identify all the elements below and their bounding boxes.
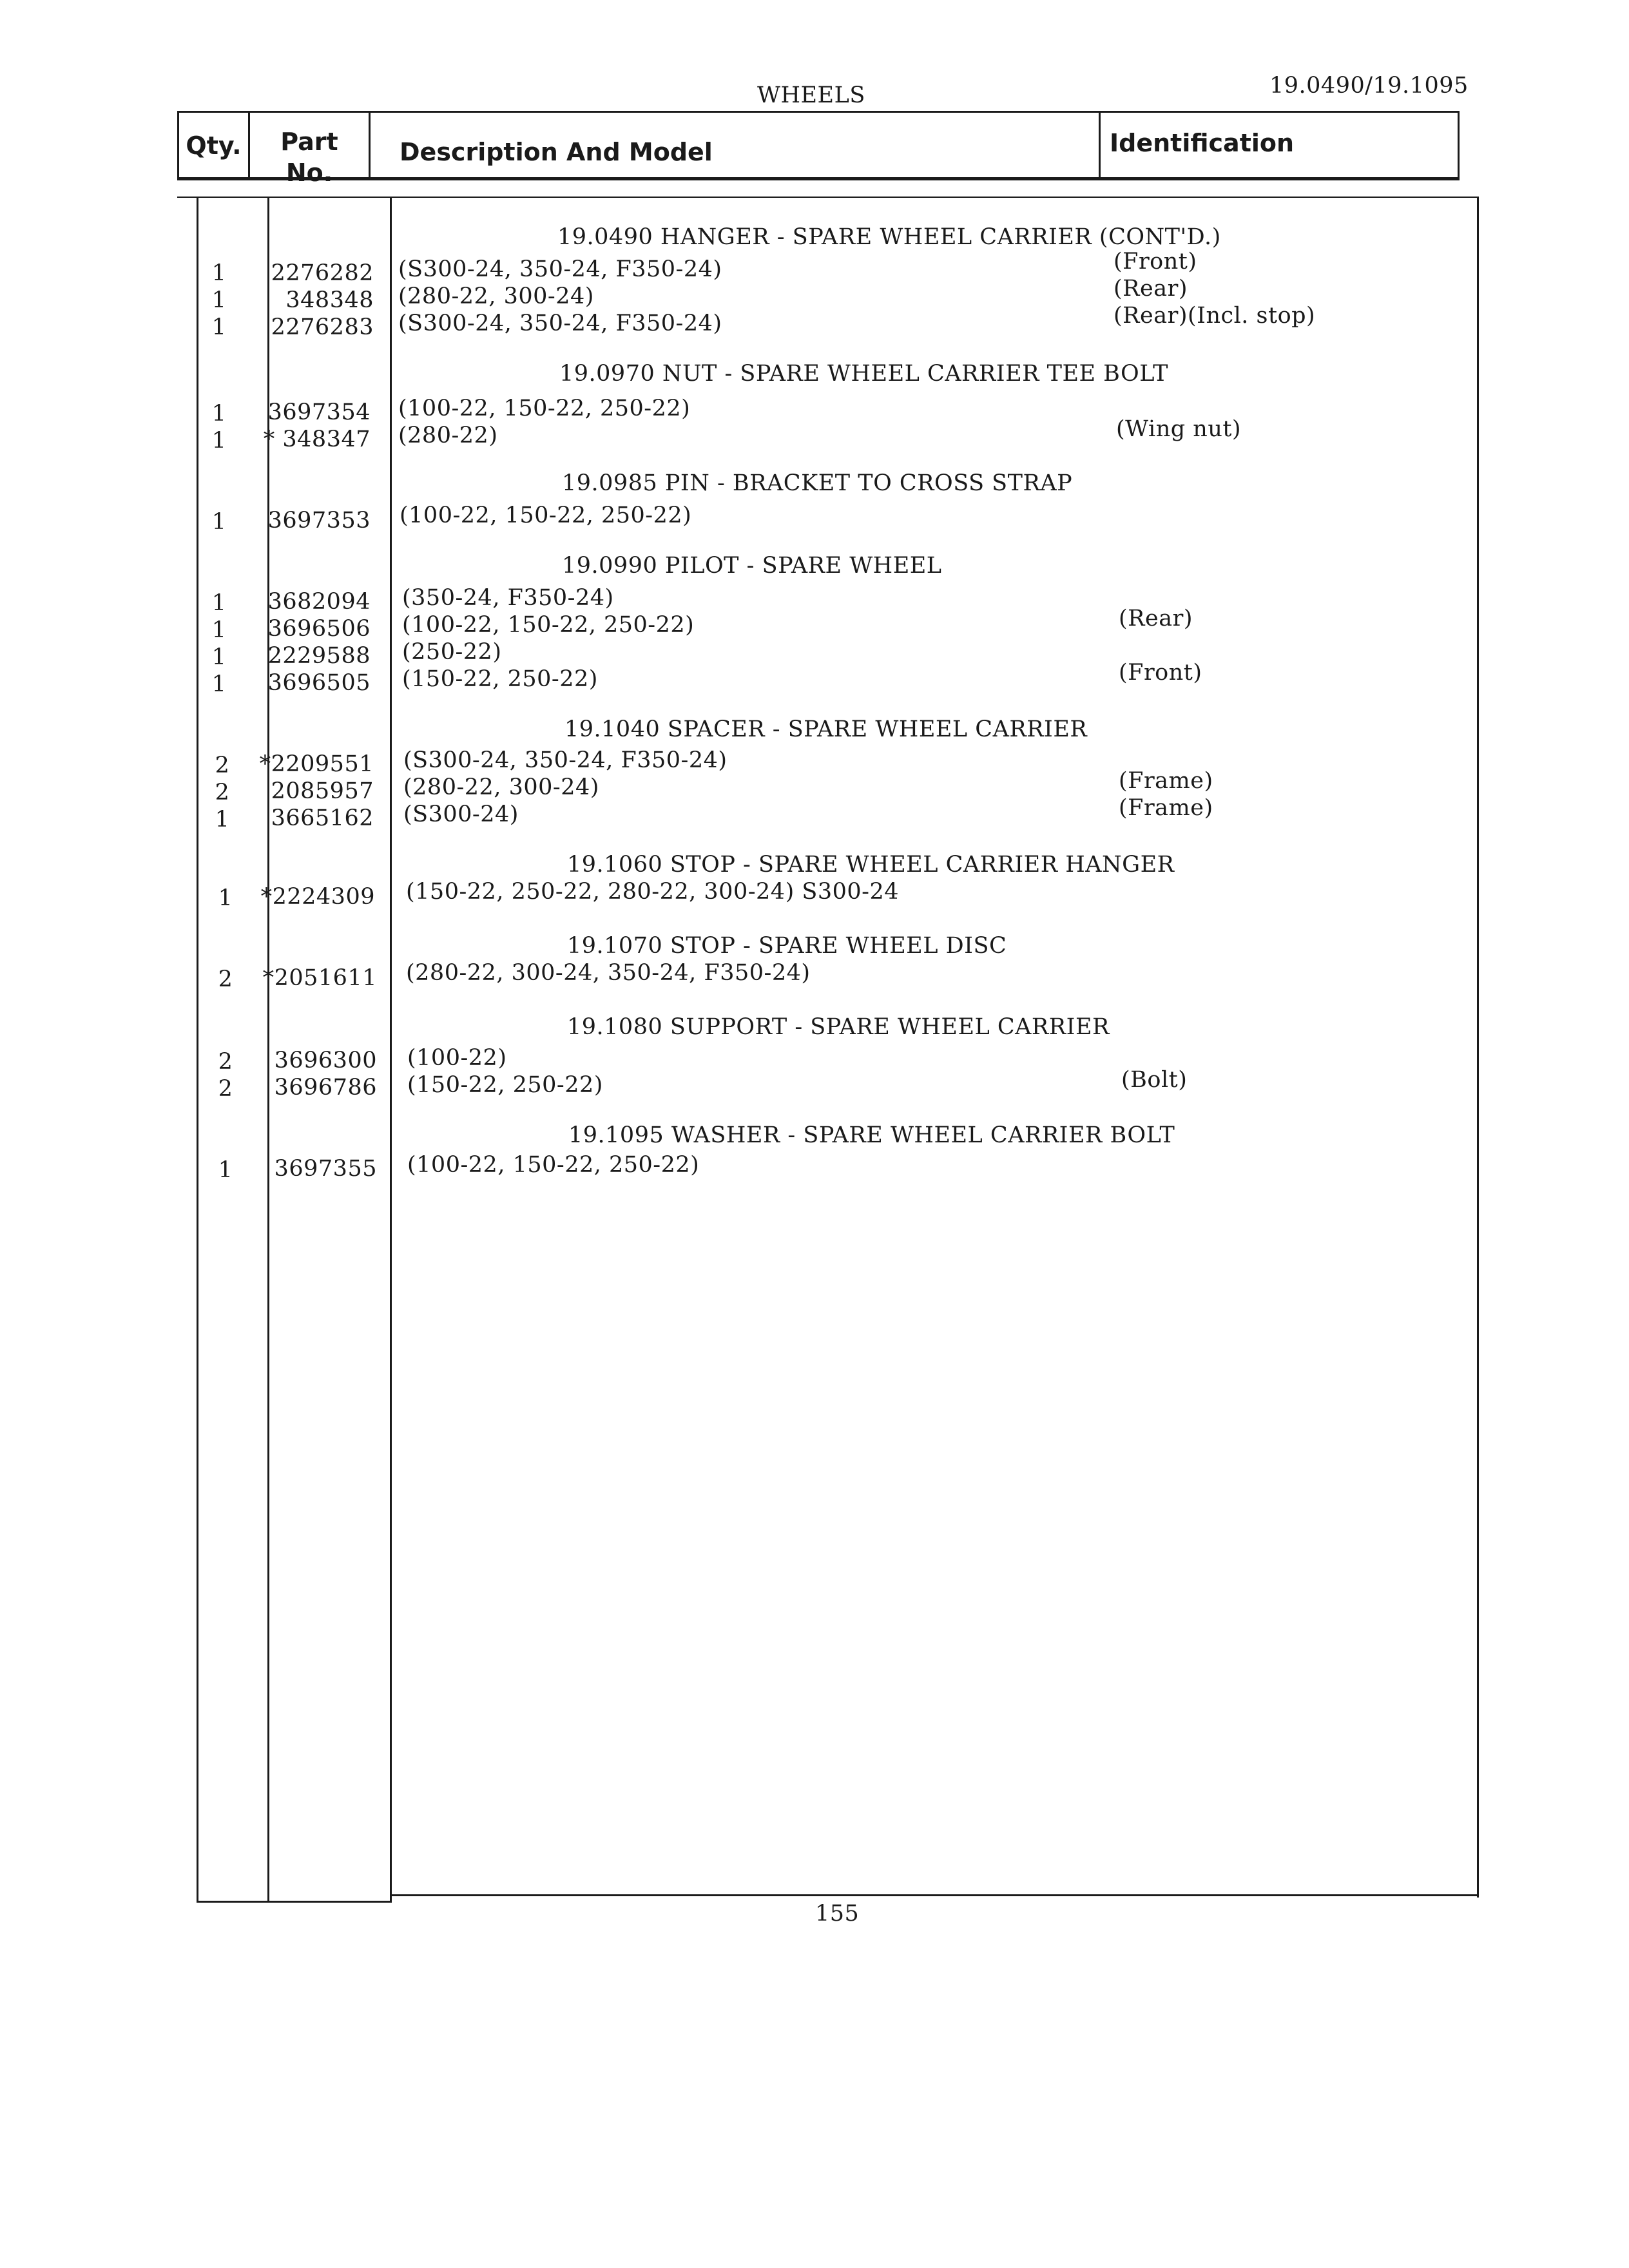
- qty-cell: 1: [211, 617, 227, 643]
- group-heading: 19.1070 STOP - SPARE WHEEL DISC: [567, 933, 1007, 959]
- part-number-cell: 2085957: [271, 778, 374, 804]
- description-cell: (350-24, F350-24): [402, 585, 614, 611]
- section-range: 19.0490/19.1095: [1269, 73, 1469, 99]
- qty-cell: 2: [215, 753, 230, 778]
- column-header-part-line2: No.: [285, 159, 333, 187]
- qty-cell: 2: [218, 966, 233, 992]
- qty-cell: 1: [211, 509, 227, 535]
- group-heading: 19.0985 PIN - BRACKET TO CROSS STRAP: [562, 470, 1073, 496]
- description-cell: (S300-24): [403, 802, 519, 827]
- qty-cell: 1: [211, 428, 227, 454]
- part-number-cell: *2051611: [262, 965, 377, 991]
- description-cell: (100-22, 150-22, 250-22): [398, 396, 691, 421]
- column-header-description: Description And Model: [400, 138, 713, 166]
- description-cell: (280-22, 300-24): [403, 774, 599, 800]
- description-cell: (S300-24, 350-24, F350-24): [398, 311, 722, 336]
- part-number-cell: 2276282: [271, 260, 374, 286]
- part-number-cell: *2209551: [259, 751, 374, 777]
- body-bottom-rule: [197, 1901, 267, 1903]
- part-number-cell: *2224309: [260, 884, 375, 910]
- qty-cell: 1: [218, 1157, 233, 1183]
- qty-cell: 1: [211, 260, 227, 286]
- description-cell: (100-22, 150-22, 250-22): [400, 503, 692, 528]
- qty-cell: 2: [218, 1049, 233, 1075]
- part-number-cell: 3665162: [271, 805, 374, 831]
- identification-cell: (Bolt): [1121, 1067, 1188, 1093]
- description-cell: (100-22): [407, 1045, 507, 1071]
- body-bottom-rule-2: [390, 1894, 1479, 1896]
- group-heading: 19.0490 HANGER - SPARE WHEEL CARRIER (CONT'D.): [557, 224, 1221, 250]
- group-heading: 19.1095 WASHER - SPARE WHEEL CARRIER BOLT: [568, 1122, 1175, 1148]
- qty-cell: 1: [211, 590, 227, 616]
- qty-cell: 2: [218, 1076, 233, 1102]
- description-cell: (280-22): [398, 423, 498, 448]
- qty-cell: 1: [211, 671, 227, 697]
- identification-cell: (Frame): [1119, 795, 1213, 821]
- identification-cell: (Rear): [1119, 606, 1193, 631]
- qty-cell: 2: [215, 780, 230, 805]
- identification-cell: (Rear): [1113, 276, 1188, 302]
- identification-cell: (Wing nut): [1116, 416, 1242, 442]
- body-right-rule: [1477, 197, 1479, 1898]
- description-cell: (250-22): [402, 639, 502, 665]
- column-header-qty: Qty.: [186, 131, 242, 160]
- part-number-cell: 3696300: [274, 1048, 377, 1073]
- part-number-cell: 3696505: [267, 670, 371, 696]
- description-cell: (S300-24, 350-24, F350-24): [398, 256, 722, 282]
- part-number-cell: 3697353: [267, 508, 371, 533]
- body-bottom-rule-3: [267, 1901, 390, 1903]
- body-top-rule: [177, 197, 1479, 198]
- identification-cell: (Front): [1119, 660, 1202, 686]
- header-part-rule: [369, 111, 371, 180]
- description-cell: (S300-24, 350-24, F350-24): [403, 747, 728, 773]
- description-cell: (150-22, 250-22): [407, 1072, 603, 1098]
- group-heading: 19.0990 PILOT - SPARE WHEEL: [562, 553, 942, 579]
- group-heading: 19.1040 SPACER - SPARE WHEEL CARRIER: [564, 716, 1088, 742]
- qty-cell: 1: [211, 401, 227, 427]
- description-cell: (280-22, 300-24): [398, 284, 594, 309]
- group-heading: 19.1060 STOP - SPARE WHEEL CARRIER HANGER: [567, 852, 1175, 878]
- qty-cell: 1: [211, 287, 227, 313]
- qty-cell: 1: [211, 644, 227, 670]
- description-cell: (280-22, 300-24, 350-24, F350-24): [406, 960, 811, 986]
- page-number: 155: [815, 1901, 860, 1927]
- body-part-rule: [390, 197, 392, 1903]
- part-number-cell: 3697355: [274, 1156, 377, 1182]
- column-header-identification: Identification: [1110, 129, 1295, 157]
- header-desc-rule: [1099, 111, 1101, 180]
- description-cell: (100-22, 150-22, 250-22): [402, 612, 695, 638]
- qty-cell: 1: [215, 807, 230, 832]
- description-cell: (150-22, 250-22): [402, 666, 598, 692]
- group-heading: 19.0970 NUT - SPARE WHEEL CARRIER TEE BOLT: [559, 361, 1168, 387]
- part-number-cell: 3697354: [267, 399, 371, 425]
- header-right-rule: [1458, 111, 1460, 180]
- description-cell: (100-22, 150-22, 250-22): [407, 1152, 700, 1178]
- qty-cell: 1: [218, 885, 233, 911]
- column-header-part-line1: Part: [280, 128, 338, 156]
- part-number-cell: * 348347: [263, 427, 371, 452]
- running-head: WHEELS: [757, 82, 865, 108]
- identification-cell: (Front): [1113, 249, 1197, 274]
- part-number-cell: 3696506: [267, 616, 371, 642]
- part-number-cell: 3696786: [274, 1075, 377, 1100]
- qty-cell: 1: [211, 314, 227, 340]
- part-number-cell: 348348: [285, 287, 374, 313]
- part-number-cell: 3682094: [267, 589, 371, 615]
- description-cell: (150-22, 250-22, 280-22, 300-24) S300-24: [406, 879, 899, 905]
- group-heading: 19.1080 SUPPORT - SPARE WHEEL CARRIER: [567, 1014, 1110, 1040]
- identification-cell: (Frame): [1119, 768, 1213, 794]
- part-number-cell: 2229588: [267, 643, 371, 669]
- identification-cell: (Rear)(Incl. stop): [1113, 303, 1316, 329]
- part-number-cell: 2276283: [271, 314, 374, 340]
